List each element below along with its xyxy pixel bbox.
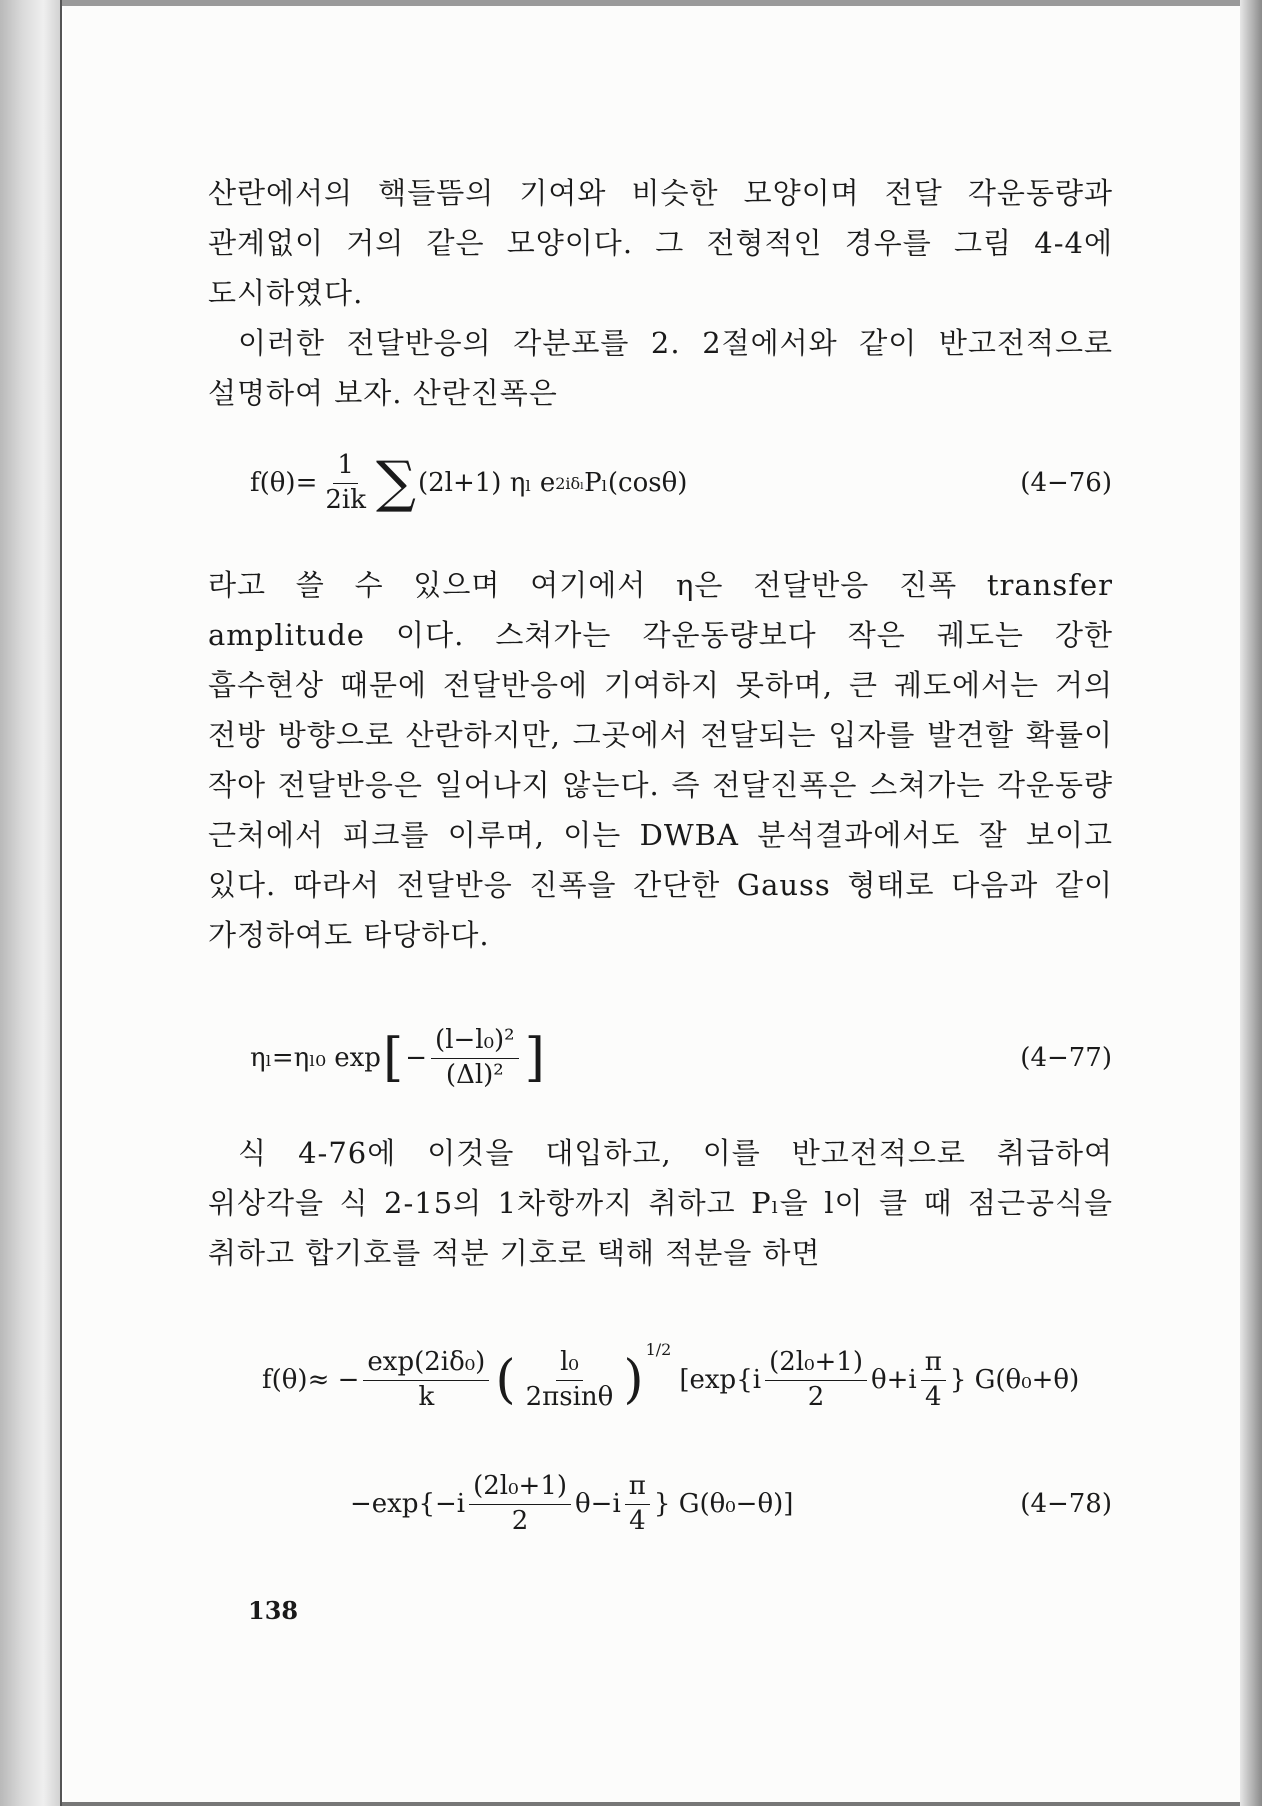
eq78-f3-num: (2l₀+1) [765,1348,867,1381]
eq77-fraction [431,1026,519,1091]
page-edge-right [1240,0,1262,1806]
eq78-fraction-3 [765,1348,867,1413]
eq78-f3-den: 2 [807,1381,825,1412]
eq76-fraction [321,451,370,516]
left-bracket: [ [382,1028,404,1088]
eq78-power: 1/2 [645,1340,672,1359]
eq78-f5-den: 2 [511,1505,529,1536]
right-bracket: ] [524,1028,545,1088]
eq78-lhs: f(θ)≈ − [262,1365,360,1395]
eq78-part-a: [exp{i [679,1365,762,1395]
equation-4-77 [250,1018,1112,1098]
eq78-f5-num: (2l₀+1) [469,1472,571,1505]
eq78-line2-a: −exp{−i [350,1489,466,1519]
page-bottom-edge [62,1802,1240,1806]
eq76-frac-den: 2ik [325,484,366,515]
eq77-frac-den: (Δl)² [445,1059,504,1090]
eq78-f4-den: 4 [925,1381,942,1412]
paragraph-4: 식 4-76에 이것을 대입하고, 이를 반고전적으로 취급하여 위상각을 식 2-15의 1차항까지 취하고 Pₗ을 l이 클 때 점근공식을 취하고 합기호를 적분 기호로 택해 적분을 하면 [208,1136,1113,1270]
eq77-number: (4−77) [1020,1043,1112,1073]
eq76-lhs: f(θ)= [250,468,318,498]
page-edge-left [0,0,62,1806]
eq76-exponent: 2iδₗ [555,473,585,493]
paragraph-2: 이러한 전달반응의 각분포를 2. 2절에서와 같이 반고전적으로 설명하여 보자. 산란진폭은 [208,326,1113,410]
eq78-f2-num: l₀ [556,1348,583,1381]
sum-symbol: ∑ [375,450,416,515]
eq78-f1-den: k [418,1381,435,1412]
eq77-minus: − [405,1043,428,1073]
eq78-f6-num: π [625,1472,650,1505]
eq78-fraction-5 [469,1472,571,1537]
equation-4-78-line-2 [350,1464,1112,1544]
eq76-tail: Pₗ(cosθ) [584,468,688,498]
eq78-part-b: θ+i [870,1365,917,1395]
eq78-f4-num: π [921,1348,946,1381]
eq77-frac-num: (l−l₀)² [431,1026,519,1059]
eq78-line2-b: θ−i [575,1489,621,1519]
eq78-fraction-4 [921,1348,946,1413]
eq78-line2-c: } G(θ₀−θ)] [653,1489,794,1519]
eq76-number: (4−76) [1020,468,1112,498]
eq76-frac-num: 1 [333,451,358,484]
paragraph-3: 라고 쓸 수 있으며 여기에서 η은 전달반응 진폭 transfer amplitude 이다. 스쳐가는 각운동량보다 작은 궤도는 강한 흡수현상 때문에 전달반응에 기여하지 못하며, 큰 궤도에서는 거의 전방 방향으로 산란하지만, 그곳에서 전달되는 입자를 발견할 확률이 작아 전달반응은 일어나지 않는다. 즉 전달진폭은 스쳐가는 각운동량 근처에서 피크를 이루며, 이는 DWBA 분석결과에서도 잘 보이고 있다. 따라서 전달반응 진폭을 간단한 Gauss 형태로 다음과 같이 가정하여도 타당하다. [208,568,1113,952]
eq78-f6-den: 4 [629,1505,646,1536]
eq78-fraction-1 [363,1348,489,1413]
equation-4-76 [250,448,1112,518]
page-number: 138 [248,1596,299,1625]
left-paren: ( [495,1350,516,1410]
equation-4-78-line-1 [262,1340,1112,1420]
paragraph-1: 산란에서의 핵들뜸의 기여와 비슷한 모양이며 전달 각운동량과 관계없이 거의 같은 모양이다. 그 전형적인 경우를 그림 4-4에 도시하였다. [208,176,1113,310]
eq78-fraction-6 [625,1472,650,1537]
eq77-lhs: ηₗ=ηₗ₀ exp [250,1043,381,1073]
right-paren: ) [623,1350,644,1410]
eq78-number: (4−78) [1020,1489,1112,1519]
eq78-f1-num: exp(2iδ₀) [363,1348,489,1381]
eq78-part-c: } G(θ₀+θ) [949,1365,1080,1395]
eq78-fraction-2 [522,1348,618,1413]
eq78-f2-den: 2πsinθ [525,1381,614,1412]
eq76-body: (2l+1) ηₗ e [417,468,556,498]
